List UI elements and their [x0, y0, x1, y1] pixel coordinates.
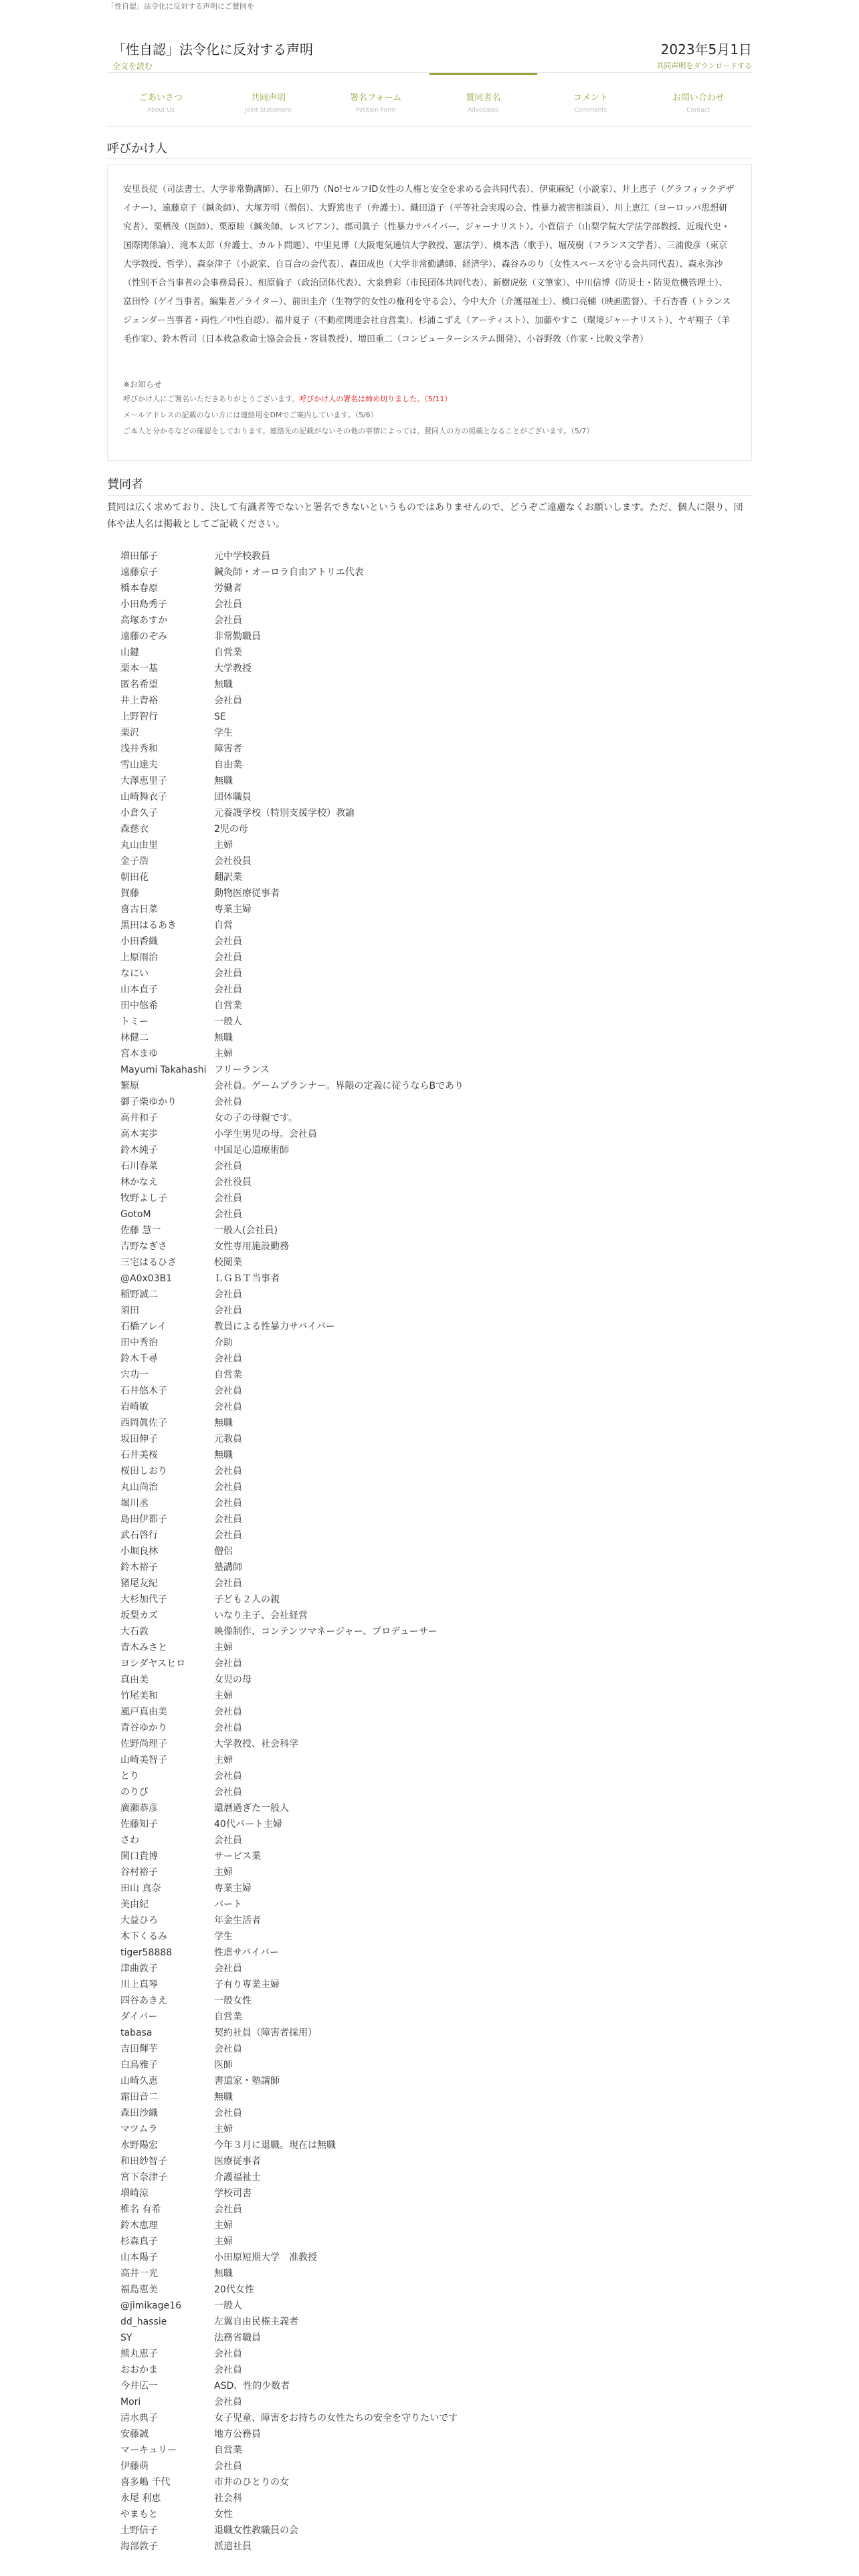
- supporter-name: 西岡眞佐子: [120, 1418, 167, 1428]
- notice-label: ※お知らせ: [123, 380, 162, 389]
- supporter-role: 動物医療従事者: [214, 888, 280, 899]
- supporter-role: 会社員: [214, 2349, 242, 2359]
- supporter-name: 遠藤のぞみ: [120, 631, 167, 642]
- supporter-name: 増田郁子: [120, 551, 158, 562]
- supporter-role: 小田原短期大学 准教授: [214, 2252, 317, 2263]
- supporter-role: 無職: [214, 679, 233, 690]
- supporter-role: 会社員: [214, 1498, 242, 1509]
- supporter-role: 会社員: [214, 695, 242, 706]
- supporter-role: 会社員: [214, 1193, 242, 1204]
- supporter-name: 田山 真奈: [120, 1883, 161, 1894]
- supporter-role: 書道家・塾講師: [214, 2076, 280, 2086]
- supporter-role: 主婦: [214, 1691, 233, 1701]
- supporter-name: 森田沙織: [120, 2108, 158, 2119]
- site-title: 「性自認」法令化に反対する声明: [112, 41, 313, 58]
- supporter-role: 地方公務員: [214, 2429, 261, 2440]
- supporter-name: 宍功一: [120, 1370, 149, 1380]
- nav-sublabel: Petition Form: [355, 107, 396, 114]
- supporter-name: 島田伊都子: [120, 1514, 167, 1525]
- statement-date: 2023年5月1日: [660, 41, 752, 58]
- supporter-name: 石井美桜: [120, 1450, 158, 1461]
- supporter-role: 市井のひとりの女: [214, 2477, 289, 2488]
- supporter-role: 会社員: [214, 1658, 242, 1669]
- supporter-role: 会社員: [214, 1578, 242, 1589]
- supporter-name: 石橋アレイ: [120, 1321, 167, 1332]
- supporter-name: Mayumi Takahashi: [120, 1065, 207, 1075]
- supporter-name: 白鳥雅子: [120, 2060, 158, 2070]
- supporter-name: tiger58888: [120, 1947, 173, 1958]
- nav-sublabel: Joint Statement: [244, 107, 292, 114]
- supporter-role: 介護福祉士: [214, 2172, 261, 2183]
- supporter-role: 2児の母: [214, 824, 248, 835]
- supporter-name: 岩崎敏: [120, 1402, 149, 1412]
- supporter-name: 和田紗智子: [120, 2156, 167, 2167]
- supporter-role: 主婦: [214, 2236, 233, 2247]
- supporter-role: 一般人: [214, 1016, 242, 1027]
- supporter-role: 無職: [214, 2268, 233, 2279]
- supporter-role: 法務省職員: [214, 2333, 261, 2343]
- notice-1: [123, 393, 452, 404]
- supporter-role: 会社員: [214, 2204, 242, 2215]
- supporter-name: 浅井秀和: [120, 744, 158, 754]
- supporter-role: 子有り専業主婦: [214, 1979, 280, 1990]
- supporter-name: 青谷ゆかり: [120, 1723, 167, 1733]
- callers-heading: 呼びかけ人: [107, 142, 167, 156]
- supporter-name: 林かなえ: [120, 1177, 158, 1188]
- supporter-name: 宮本まゆ: [120, 1049, 158, 1059]
- supporter-role: 無職: [214, 1418, 233, 1428]
- supporter-role: 映像制作、コンテンツマネージャー、プロデューサー: [214, 1626, 438, 1637]
- supporter-role: 無職: [214, 2092, 233, 2103]
- supporter-name: 木下くるみ: [120, 1931, 167, 1942]
- supporter-role: 派遣社員: [214, 2541, 252, 2552]
- supporter-name: 坂田伸子: [120, 1434, 158, 1444]
- supporter-name: トミー: [120, 1016, 149, 1027]
- supporter-role: 翻訳業: [214, 872, 242, 883]
- nav-label: 共同声明: [251, 93, 286, 103]
- supporter-name: 桜田しおり: [120, 1466, 167, 1477]
- supporter-name: 津曲敦子: [120, 1963, 158, 1974]
- supporter-name: 匿名希望: [120, 679, 158, 690]
- supporter-name: 伊藤萌: [120, 2461, 149, 2472]
- supporter-role: 元中学校教員: [214, 551, 270, 562]
- supporter-role: 会社員: [214, 1305, 242, 1316]
- supporter-role: 校閲業: [214, 1257, 242, 1268]
- supporter-name: 山崎舞衣子: [120, 792, 167, 802]
- supporter-name: 廣瀬恭彦: [120, 1803, 158, 1814]
- supporter-role: 労働者: [214, 583, 242, 594]
- supporter-name: 美由紀: [120, 1899, 149, 1910]
- supporter-role: 会社員: [214, 1209, 242, 1220]
- supporter-name: やまもと: [120, 2509, 158, 2520]
- supporter-name: @jimikage16: [120, 2300, 182, 2311]
- supporter-name: 川上真琴: [120, 1979, 158, 1990]
- supporter-role: 一般女性: [214, 1996, 252, 2006]
- supporter-name: 福島恵美: [120, 2284, 158, 2295]
- supporter-name: おおかま: [120, 2365, 158, 2375]
- supporter-role: 無職: [214, 1033, 233, 1043]
- read-all-link[interactable]: 全文を読む: [112, 62, 153, 71]
- supporter-name: 山崎久恵: [120, 2076, 158, 2086]
- nav-label: 署名フォーム: [350, 93, 402, 103]
- supporter-role: フリーランス: [214, 1065, 270, 1075]
- supporter-role: SE: [214, 712, 226, 722]
- supporter-name: @A0x03B1: [120, 1273, 173, 1284]
- supporter-name: 永尾 利恵: [120, 2493, 161, 2504]
- supporter-role: 専業主婦: [214, 904, 252, 915]
- supporter-role: 会社員: [214, 1402, 242, 1412]
- supporter-role: サービス業: [214, 1851, 261, 1862]
- supporter-name: 関口貴博: [120, 1851, 158, 1862]
- supporter-name: 上原雨治: [120, 952, 158, 963]
- supporter-role: 元養護学校（特別支援学校）教諭: [214, 808, 355, 819]
- notice-2: メールアドレスの記載のない方には連絡用をDMでご案内しています。（5/6）: [123, 411, 378, 419]
- supporter-role: ASD、性的少数者: [214, 2381, 290, 2391]
- supporter-role: 会社員: [214, 615, 242, 626]
- nav-label: 賛同者名: [466, 93, 501, 103]
- supporter-role: 会社員: [214, 1097, 242, 1107]
- supporter-role: 会社役員: [214, 856, 252, 867]
- supporter-role: 障害者: [214, 744, 242, 754]
- supporter-name: 今井広一: [120, 2381, 158, 2391]
- supporter-name: ヨシダヤスヒロ: [120, 1658, 186, 1669]
- supporter-role: 学生: [214, 728, 233, 738]
- supporter-role: 会社員。ゲームプランナー。界隈の定義に従うならBであり: [214, 1081, 464, 1091]
- supporter-name: 繁原: [120, 1081, 139, 1091]
- notice-1-emphasis: 呼びかけ人の署名は締め切りました。（5/11）: [299, 395, 452, 403]
- supporter-role: 主婦: [214, 840, 233, 851]
- supporter-role: 医療従事者: [214, 2156, 261, 2167]
- supporter-name: 四谷あきえ: [120, 1996, 167, 2006]
- supporter-name: 小堀良林: [120, 1546, 158, 1557]
- supporter-name: 朝田花: [120, 872, 149, 883]
- supporter-name: 高井一光: [120, 2268, 158, 2279]
- supporter-name: dd_hassie: [120, 2317, 167, 2327]
- supporter-name: 鈴木純子: [120, 1145, 158, 1156]
- supporter-name: 高木実歩: [120, 1129, 158, 1140]
- nav-label: お問い合わせ: [672, 93, 725, 103]
- supporter-role: 会社員: [214, 599, 242, 610]
- supporter-role: 女性: [214, 2509, 233, 2520]
- supporter-role: 会社員: [214, 2365, 242, 2375]
- nav-sublabel: Advocates: [467, 107, 499, 114]
- supporter-name: 賀藤: [120, 888, 139, 899]
- supporter-name: 安藤誠: [120, 2429, 149, 2440]
- supporter-name: 佐野尚理子: [120, 1739, 167, 1749]
- nav-label: ごあいさつ: [138, 93, 183, 103]
- supporter-role: 20代女性: [214, 2284, 254, 2295]
- supporter-name: 坂梨カズ: [120, 1610, 158, 1621]
- supporter-name: 竹尾美和: [120, 1691, 158, 1701]
- supporter-role: 会社員: [214, 1963, 242, 1974]
- supporter-role: 女性専用施設勤務: [214, 1241, 289, 1252]
- supporter-role: 会社員: [214, 2108, 242, 2119]
- supporter-name: 田中秀治: [120, 1337, 158, 1348]
- supporter-name: 大益ひろ: [120, 1915, 158, 1926]
- notice-1-text: 呼びかけ人にご署名いただきありがとうございます。: [123, 395, 300, 403]
- supporter-name: 猪尾友紀: [120, 1578, 158, 1589]
- supporter-name: 黒田はるあき: [120, 920, 177, 931]
- nav-item-petition[interactable]: [322, 73, 430, 126]
- supporter-role: 会社員: [214, 1707, 242, 1717]
- supporter-name: 三宅はるひさ: [120, 1257, 177, 1268]
- supporter-name: 吉田輝芋: [120, 2044, 158, 2054]
- notice-3: ご本人と分かるなどの確認をしております。連絡先の記載がないその他の事情によっては、賛同人の方の掲載となることがございます。（5/7）: [123, 427, 594, 435]
- supporter-role: 教員による性暴力サバイバー: [214, 1321, 335, 1332]
- supporter-role: 会社員: [214, 1530, 242, 1541]
- supporter-name: 栗沢: [120, 728, 139, 738]
- supporter-name: 丸山尚治: [120, 1482, 158, 1493]
- supporter-name: 佐藤知子: [120, 1819, 158, 1830]
- supporters-intro: 賛同は広く求めており、決して有識者等でないと署名できないというものではありませんので、どうぞご遠慮なくお願いします。ただ、個人に限り、団体や法人名は掲載としてご記載ください。: [107, 502, 743, 530]
- supporter-name: 宮下奈津子: [120, 2172, 167, 2183]
- supporter-name: 水野陽宏: [120, 2140, 158, 2151]
- supporter-role: 僧侶: [214, 1546, 233, 1557]
- supporter-role: 学校司書: [214, 2188, 252, 2199]
- supporter-role: 40代パート主婦: [214, 1819, 282, 1830]
- supporter-name: 山本陽子: [120, 2252, 158, 2263]
- supporter-name: 石川春菜: [120, 1161, 158, 1172]
- supporter-role: 中国足心道療術師: [214, 1145, 289, 1156]
- supporter-role: 無職: [214, 1450, 233, 1461]
- supporter-role: 女児の母: [214, 1675, 252, 1685]
- supporter-role: 女子児童、障害をお持ちの女性たちの安全を守りたいです: [214, 2413, 458, 2424]
- supporter-name: なにい: [120, 968, 149, 979]
- supporter-role: 一般人(会社員): [214, 1225, 278, 1236]
- supporter-role: 社会科: [214, 2493, 242, 2504]
- supporter-role: 自営業: [214, 1000, 242, 1011]
- supporter-name: 上野智行: [120, 712, 158, 722]
- supporter-name: 御子柴ゆかり: [120, 1097, 177, 1107]
- supporter-role: パート: [214, 1899, 242, 1910]
- supporter-role: 介助: [214, 1337, 233, 1348]
- supporter-role: 会社員: [214, 1386, 242, 1396]
- supporter-role: いなり主子、会社経営: [214, 1610, 308, 1621]
- supporter-role: 主婦: [214, 2220, 233, 2231]
- supporter-name: 稲野誠二: [120, 1289, 158, 1300]
- supporter-name: 遠藤京子: [120, 567, 158, 578]
- supporter-role: 団体職員: [214, 792, 252, 802]
- supporter-role: 無職: [214, 776, 233, 786]
- supporter-name: 井上青裕: [120, 695, 158, 706]
- supporter-role: 会社員: [214, 984, 242, 995]
- supporter-role: 会社員: [214, 2044, 242, 2054]
- supporter-role: 会社員: [214, 1289, 242, 1300]
- supporter-name: 吉野なぎさ: [120, 1241, 167, 1252]
- supporter-name: 熊丸恵子: [120, 2349, 158, 2359]
- supporter-name: 橋本春原: [120, 583, 158, 594]
- nav-label: コメント: [573, 93, 609, 103]
- supporter-role: ＬＧＢＴ当事者: [214, 1273, 280, 1284]
- supporter-name: ダイバー: [120, 2012, 158, 2022]
- nav-sublabel: Contact: [686, 107, 710, 114]
- supporter-role: 大学教授: [214, 663, 252, 674]
- callers-text: 安里長従（司法書士、大学非常勤講師）、石上卯乃（No!セルフID女性の人権と安全を求める会共同代表）、伊東麻紀（小説家）、井上恵子（グラフィックデザイナー）、遠藤京子（鍼灸師）、大塚芳明（僧侶）、大野篤也子（弁護士）、織田道子（平等社会実現の会、性暴力被害相談員）、川上恵江（ヨーロッパ思想研究者）、栗栖茂（医師）、栗原睦（鍼灸師、レスビアン）、郡司眞子（性暴力サバイバー、ジャーナリスト）、小菅信子（山梨学院大学法学部教授、近現代史・国際関係論）、滝本太郎（弁護士、カルト問題）、中里見博（大阪電気通信大学教授、憲法学）、橋本浩（歌手）、堀茂樹（フランス文学者）、三浦俊彦（東京大学教授、哲学）、森奈津子（小説家、自百合の会代表）、森田成也（大学非常勤講師、経済学）、森谷みのり（女性スペースを守る会共同代表）、森永弥沙（性別不合当事者の会事務局長）、相原倫子（政治団体代表）、大泉碧彩（市民団体共同代表）、新樹虎弦（文筆家）、中川信博（防災士・防災危機管理士）、富田怜（ゲイ当事者。編集者／ライター）、前田圭介（生物学的女性の権利を守る会）、今中大介（介護福祉士）、橋口亮輔（映画監督）、千石杏香（トランスジェンダー当事者・両性／中性自認）、福井夏子（不動産関連会社自営業）、杉浦こずえ（アーティスト）、加藤やすこ（環境ジャーナリスト）、ヤギ翔子（羊毛作家）、鈴木哲司（日本救急救命士協会会長・客員教授）、増田重二（コンピューターシステム開発）、小谷野敦（作家・比較文学者）: [123, 185, 735, 344]
- nav-sublabel: Comments: [574, 107, 607, 114]
- supporter-name: 海部敦子: [120, 2541, 158, 2552]
- nav-item-comments[interactable]: [537, 73, 645, 126]
- supporter-name: 大澤恵里子: [120, 776, 167, 786]
- supporter-name: 土野信子: [120, 2525, 158, 2536]
- supporter-role: 医師: [214, 2060, 233, 2070]
- supporter-name: 鈴木千尋: [120, 1354, 158, 1364]
- supporter-role: 会社員: [214, 2397, 242, 2407]
- site-header: [0, 13, 859, 71]
- supporter-name: 大杉加代子: [120, 1594, 167, 1605]
- supporter-name: 牧野よし子: [120, 1193, 167, 1204]
- supporter-role: 元教員: [214, 1434, 242, 1444]
- supporter-role: 会社員: [214, 1482, 242, 1493]
- supporter-role: 自営業: [214, 1370, 242, 1380]
- supporter-name: 石井悠木子: [120, 1386, 167, 1396]
- nav-sublabel: About Us: [147, 107, 175, 114]
- supporter-name: 鈴木恵理: [120, 2220, 158, 2231]
- supporter-role: 非常勤職員: [214, 631, 261, 642]
- supporter-role: 会社員: [214, 968, 242, 979]
- supporter-role: 年金生活者: [214, 1915, 261, 1926]
- supporter-name: 大石敦: [120, 1626, 149, 1637]
- supporter-role: 会社員: [214, 1161, 242, 1172]
- supporter-role: 会社員: [214, 1835, 242, 1846]
- supporter-role: 会社員: [214, 2461, 242, 2472]
- supporter-role: 小学生男児の母。会社員: [214, 1129, 317, 1140]
- supporter-role: 自営: [214, 920, 233, 931]
- supporter-role: 今年３月に退職。現在は無職: [214, 2140, 336, 2151]
- supporter-name: 霜田音二: [120, 2092, 158, 2103]
- supporter-name: 喜多嶋 千代: [120, 2477, 171, 2488]
- supporter-role: 主婦: [214, 2124, 233, 2135]
- supporter-role: 鍼灸師・オーロラ自由アトリエ代表: [214, 567, 364, 578]
- nav-item-contact[interactable]: [644, 73, 752, 126]
- supporter-role: 女の子の母親です。: [214, 1113, 298, 1123]
- supporter-name: 鈴木裕子: [120, 1562, 158, 1573]
- supporter-name: 金子浩: [120, 856, 149, 867]
- supporter-name: 谷村裕子: [120, 1867, 158, 1878]
- supporter-role: 塾講師: [214, 1562, 242, 1573]
- supporter-name: 清水典子: [120, 2413, 158, 2424]
- supporter-name: 雪山達夫: [120, 760, 158, 770]
- nav-item-statement[interactable]: [215, 73, 322, 126]
- supporter-role: 自営業: [214, 647, 242, 658]
- supporter-name: 青木みさと: [120, 1642, 167, 1653]
- supporter-name: 須田: [120, 1305, 139, 1316]
- supporter-role: 主婦: [214, 1642, 233, 1653]
- supporter-name: 小田島秀子: [120, 599, 167, 610]
- supporter-name: 森慈衣: [120, 824, 149, 835]
- supporter-name: 丸山由里: [120, 840, 158, 851]
- supporter-role: 専業主婦: [214, 1883, 252, 1894]
- supporter-name: GotoM: [120, 1209, 151, 1220]
- supporter-role: 会社員: [214, 952, 242, 963]
- supporter-name: 風戸真由美: [120, 1707, 167, 1717]
- supporter-name: 真由美: [120, 1675, 149, 1685]
- supporter-name: SY: [120, 2333, 132, 2343]
- supporter-role: 性虐サバイバー: [214, 1947, 279, 1958]
- supporter-role: 会社員: [214, 936, 242, 947]
- supporter-role: 会社員: [214, 1723, 242, 1733]
- supporter-name: 高井和子: [120, 1113, 158, 1123]
- supporter-name: 杉森真子: [120, 2236, 158, 2247]
- supporter-role: 会社員: [214, 1514, 242, 1525]
- supporter-name: 林健二: [120, 1033, 149, 1043]
- topbar-text: 「性自認」法令化に反対する声明にご賛同を: [107, 2, 254, 11]
- supporter-role: 会社員: [214, 1787, 242, 1798]
- supporter-role: 主婦: [214, 1049, 233, 1059]
- supporter-name: 田中悠希: [120, 1000, 158, 1011]
- supporter-role: 契約社員（障害者採用）: [214, 2028, 317, 2038]
- nav-item-advocates[interactable]: [430, 73, 537, 126]
- topbar: [0, 0, 859, 13]
- supporter-role: 自由業: [214, 760, 242, 770]
- supporter-name: とり: [120, 1771, 139, 1782]
- supporter-name: Mori: [120, 2397, 141, 2407]
- supporter-name: 山本直子: [120, 984, 158, 995]
- supporter-name: マーキュリー: [120, 2445, 177, 2456]
- supporter-role: 会社員: [214, 1354, 242, 1364]
- supporter-role: 会社役員: [214, 1177, 252, 1188]
- supporter-role: 左翼自由民権主義者: [214, 2317, 298, 2327]
- download-link[interactable]: 共同声明をダウンロードする: [656, 62, 752, 70]
- supporter-name: 小田香織: [120, 936, 158, 947]
- supporter-name: 喜古日菜: [120, 904, 158, 915]
- supporter-name: 小倉久子: [120, 808, 158, 819]
- supporter-name: 武石啓行: [120, 1530, 158, 1541]
- supporter-name: 増崎涼: [120, 2188, 149, 2199]
- supporter-name: さわ: [120, 1835, 139, 1846]
- supporter-role: 退職女性教職員の会: [214, 2525, 298, 2536]
- supporter-role: 子ども２人の親: [214, 1594, 280, 1605]
- supporter-role: 主婦: [214, 1755, 233, 1765]
- supporter-role: 自営業: [214, 2445, 242, 2456]
- supporter-name: 栗本一基: [120, 663, 158, 674]
- supporter-role: 大学教授、社会科学: [214, 1739, 298, 1749]
- divider: [107, 495, 752, 496]
- supporter-role: 会社員: [214, 1771, 242, 1782]
- supporter-role: 自営業: [214, 2012, 242, 2022]
- main-nav: [107, 72, 752, 127]
- supporter-role: 学生: [214, 1931, 233, 1942]
- nav-item-about[interactable]: [107, 73, 215, 126]
- supporter-name: 椎名 有希: [120, 2204, 161, 2215]
- supporter-name: のりび: [120, 1787, 149, 1798]
- supporter-role: 主婦: [214, 1867, 233, 1878]
- supporter-name: 山鍵: [120, 647, 139, 658]
- supporters-heading: 賛同者: [107, 477, 143, 492]
- supporter-name: 佐藤 慧一: [120, 1225, 161, 1236]
- supporter-name: tabasa: [120, 2028, 153, 2038]
- supporter-name: 高塚あすか: [120, 615, 167, 626]
- supporter-role: 会社員: [214, 1466, 242, 1477]
- supporter-role: 一般人: [214, 2300, 242, 2311]
- supporter-role: 還暦過ぎた一般人: [214, 1803, 289, 1814]
- supporter-name: マツムラ: [120, 2124, 158, 2135]
- supporter-name: 山崎美智子: [120, 1755, 167, 1765]
- supporter-name: 堀川丞: [120, 1498, 149, 1509]
